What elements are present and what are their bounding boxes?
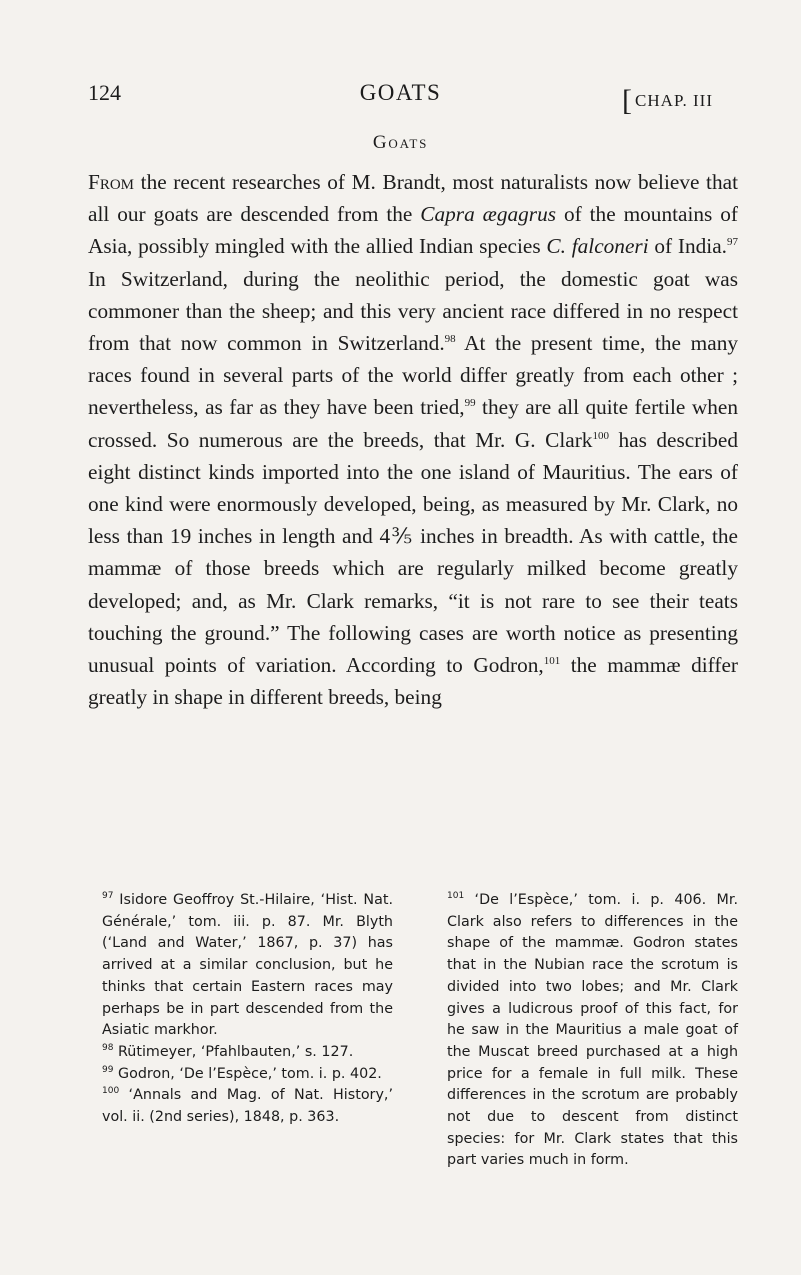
footnote-100 <box>88 1085 393 1128</box>
chapter-label: CHAP. III <box>635 91 713 110</box>
footnote-text: ‘Annals and Mag. of Nat. History,’ vol. ii. (2nd series), 1848, p. 363. <box>102 1087 393 1126</box>
footnote-ref[interactable]: 100 <box>592 429 609 442</box>
footnote-text: ‘De l’Espèce,’ tom. i. p. 406. Mr. Clark also refers to differences in the shape of the mammæ. Godron states that in the Nubian race the scrotum is divided into two lobes; and Mr. Clark gives a ludicrous proof of this fact, for he saw in the Mauritius a male goat of the Muscat breed purchased at a high price for a female in full milk. These differences in the scrotum are probably not due to descent from distinct species: for Mr. Clark states that this part varies much in form. <box>447 892 738 1169</box>
footnote-number: 98 <box>102 1043 114 1054</box>
footnote-98 <box>88 1042 393 1064</box>
body-segment: of the mountains of Asia, possibly mingled with the allied Indian species <box>88 202 738 259</box>
body-segment: the mammæ differ greatly in shape in different breeds, being <box>88 653 738 710</box>
chapter-reference <box>622 80 713 117</box>
footnote-number: 100 <box>102 1086 120 1097</box>
footnote-101 <box>433 890 738 1172</box>
footnote-ref[interactable]: 97 <box>727 236 738 249</box>
footnote-text: Isidore Geoffroy St.-Hilaire, ‘Hist. Nat. Générale,’ tom. iii. p. 87. Mr. Blyth (‘Land and Water,’ 1867, p. 37) has arrived at a similar conclusion, but he thinks that certain Eastern races may perhaps be in part descended from the Asiatic markhor. <box>102 892 393 1039</box>
body-paragraph <box>88 166 738 713</box>
running-title: GOATS <box>359 80 442 105</box>
species-name: Capra ægagrus <box>420 202 557 227</box>
footnote-number: 99 <box>102 1064 114 1075</box>
footnote-ref[interactable]: 98 <box>444 332 456 345</box>
body-segment: the recent researches of M. Brandt, most naturalists now believe that all our goats are descended from the <box>88 170 738 227</box>
footnote-number: 101 <box>447 891 465 902</box>
footnote-text: Godron, ‘De l’Espèce,’ tom. i. p. 402. <box>113 1065 382 1082</box>
body-segment: At the present time, the many races found in several parts of the world differ greatly from each other ; nevertheless, as far as they have been tried, <box>88 331 738 420</box>
body-segment: of India. <box>648 234 727 259</box>
lead-word: From <box>88 170 135 194</box>
body-segment: has described eight distinct kinds imported into the one island of Mauritius. The ears of one kind were enormously developed, being, as measured by Mr. Clark, no less than 19 inches in length and 4⅗ inches in breadth. As with cattle, the mammæ of those breeds which are regularly milked become greatly developed; and, as Mr. Clark remarks, “it is not rare to see their teats touching the ground.” The following cases are worth notice as presenting unusual points of variation. According to Godron, <box>88 427 738 678</box>
footnotes <box>88 890 738 1172</box>
footnote-99 <box>88 1064 393 1086</box>
footnote-97 <box>88 890 393 1042</box>
footnote-ref[interactable]: 101 <box>543 654 561 667</box>
section-title: Goats <box>372 132 429 153</box>
footnote-text: Rütimeyer, ‘Pfahlbauten,’ s. 127. <box>113 1043 354 1060</box>
body-segment: they are all quite fertile when crossed. So numerous are the breeds, that Mr. G. Clark <box>88 395 739 452</box>
footnote-column-right <box>433 890 738 1172</box>
page-number: 124 <box>88 80 121 105</box>
footnote-column-left <box>88 890 393 1172</box>
species-name: C. falconeri <box>546 234 649 259</box>
bracket-glyph: [ <box>622 84 634 117</box>
footnote-number: 97 <box>102 891 114 902</box>
footnote-ref[interactable]: 99 <box>464 397 476 410</box>
page-header <box>88 80 713 120</box>
body-text <box>88 166 738 713</box>
body-segment: In Switzerland, during the neolithic period, the domestic goat was commoner than the sheep; and this very ancient race differed in no respect from that now common in Switzerland. <box>88 266 738 356</box>
